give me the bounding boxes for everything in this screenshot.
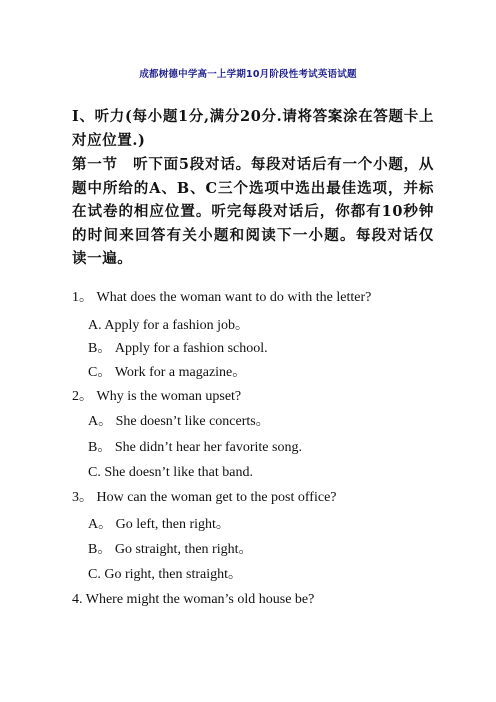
question-2-option-a: A。 She doesn’t like concerts。	[88, 414, 270, 429]
part-heading: I、听力(每小题1分,满分20分.请将答案涂在答题卡上对应位置.)	[72, 108, 434, 149]
question-1-stem: 1。 What does the woman want to do with the letter?	[72, 290, 372, 305]
question-1-option-b: B。 Apply for a fashion school.	[88, 341, 268, 356]
question-3-stem: 3。 How can the woman get to the post office?	[72, 490, 337, 505]
question-2-option-c: C. She doesn’t like that band.	[88, 465, 253, 480]
question-4-stem: 4. Where might the woman’s old house be?	[72, 592, 315, 607]
document-title: 成都树德中学高一上学期10月阶段性考试英语试题	[139, 69, 357, 80]
question-3-option-b: B。 Go straight, then right。	[88, 542, 253, 557]
section-instructions: 第一节 听下面5段对话。每段对话后有一个小题，从题中所给的A、B、C三个选项中选出最佳选项，并标在试卷的相应位置。听完每段对话后，你都有10秒钟的时间来回答有关小题和阅读下一小题。每段对话仅读一遍。	[72, 156, 434, 267]
question-2-stem: 2。 Why is the woman upset?	[72, 389, 242, 404]
question-2-option-b: B。 She didn’t hear her favorite song.	[88, 440, 302, 455]
question-3-option-c: C. Go right, then straight。	[88, 567, 242, 582]
question-3-option-a: A。 Go left, then right。	[88, 517, 230, 532]
question-1-option-a: A. Apply for a fashion job。	[88, 318, 249, 333]
question-1-option-c: C。 Work for a magazine。	[88, 365, 247, 380]
